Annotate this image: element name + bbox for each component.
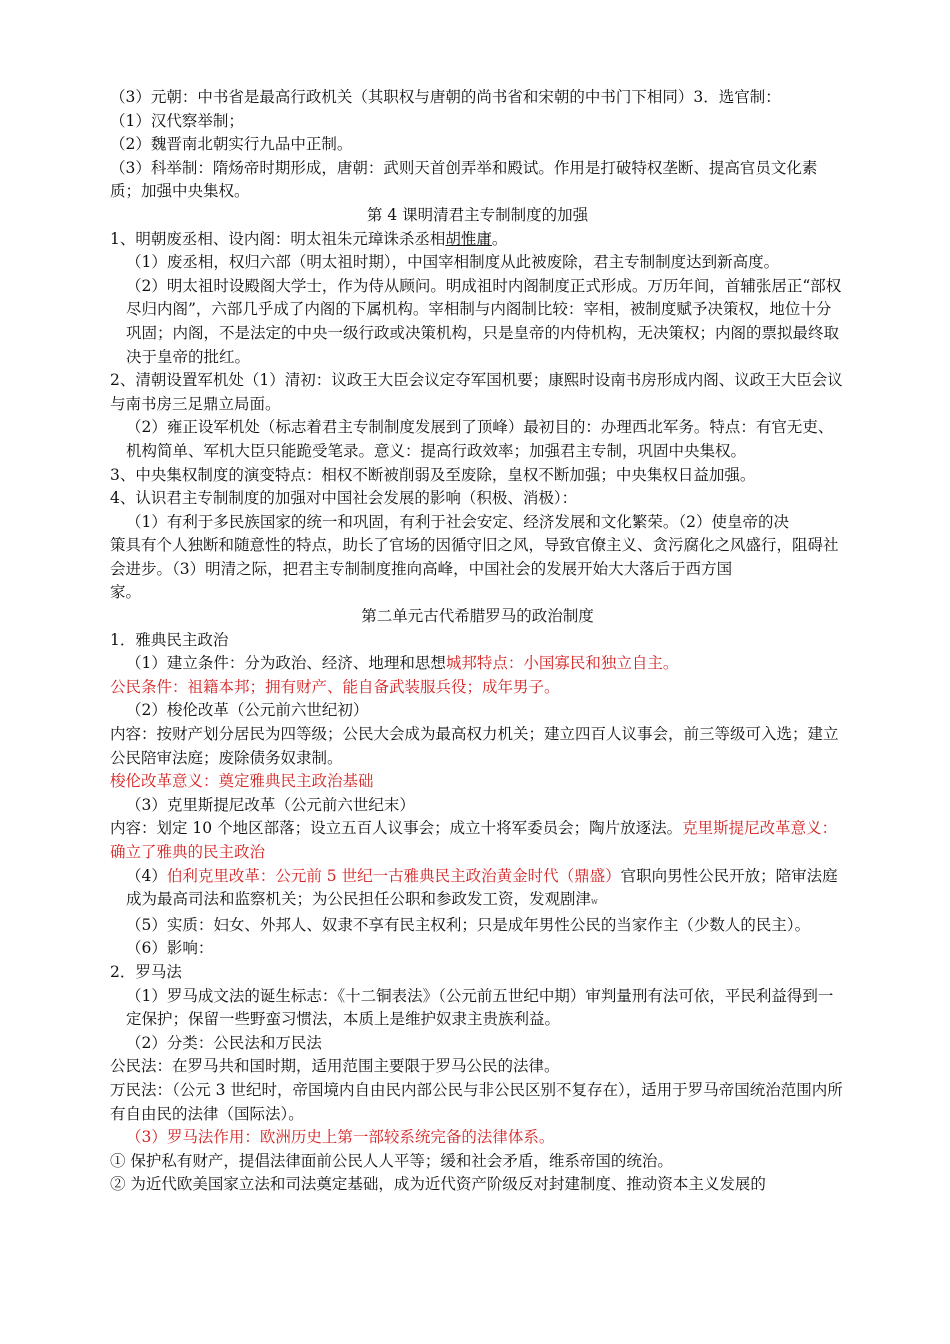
text-line: （6）影响： <box>126 939 214 958</box>
lesson-title: 第 4 课明清君主专制制度的加强 <box>366 205 589 224</box>
highlight-line: 梭伦改革意义：奠定雅典民主政治基础 <box>110 772 374 791</box>
text-line: （2）梭伦改革（公元前六世纪初） <box>126 701 369 720</box>
unit-title: 第二单元古代希腊罗马的政治制度 <box>361 607 594 626</box>
text-line: （5）实质：妇女、外邦人、奴隶不享有民主权利；只是成年男性公民的当家作主（少数人的民主）。 <box>126 915 811 934</box>
text-line: 3、中央集权制度的演变特点：相权不断被削弱及至废除，皇权不断加强；中央集权日益加强。 <box>110 465 756 484</box>
document-page <box>110 86 845 1197</box>
highlight-line: 公民条件：祖籍本邦；拥有财产、能自备武装服兵役；成年男子。 <box>110 677 560 696</box>
text-line: （1）罗马成文法的诞生标志：《十二铜表法》（公元前五世纪中期）审判量刑有法可依，平民利益得到一定保护；保留一些野蛮习惯法，本质上是维护奴隶主贵族利益。 <box>126 986 834 1029</box>
text-line: 2、清朝设置军机处（1）清初：议政王大臣会议定夺军国机要；康熙时设南书房形成内阁、议政王大臣会议与南书房三足鼎立局面。 <box>110 371 843 413</box>
highlight-line: （3）罗马法作用：欧洲历史上第一部较系统完备的法律体系。 <box>126 1128 555 1147</box>
text-line: ② 为近代欧美国家立法和司法奠定基础，成为近代资产阶级反对封建制度、推动资本主义发展的 <box>110 1175 766 1194</box>
text-line: （2）魏晋南北朝实行九品中正制。 <box>110 135 353 154</box>
text-line <box>110 652 845 676</box>
text-line: 家。 <box>110 583 142 602</box>
text-line: （1）汉代察举制； <box>110 111 244 130</box>
text-line: （3）科举制：隋炀帝时期形成，唐朝：武则天首创弄举和殿试。作用是打破特权垄断、提高官员文化素质；加强中央集权。 <box>110 158 818 201</box>
text-line <box>110 865 845 914</box>
underlined-name: 胡惟庸 <box>445 229 492 248</box>
text-line <box>110 817 845 864</box>
highlight-text: 伯利克里改革：公元前 5 世纪一古雅典民主政治黄金时代（鼎盛） <box>166 866 621 885</box>
text-line: ① 保护私有财产，提倡法律面前公民人人平等；缓和社会矛盾，维系帝国的统治。 <box>110 1151 673 1170</box>
text-line: （3）克里斯提尼改革（公元前六世纪末） <box>126 795 415 814</box>
text-line: 公民法：在罗马共和国时期，适用范围主要限于罗马公民的法律。 <box>110 1057 560 1076</box>
text-line: 4、认识君主专制制度的加强对中国社会发展的影响（积极、消极）： <box>110 489 578 508</box>
text-line: （1）有利于多民族国家的统一和巩固，有利于社会安定、经济发展和文化繁荣。（2）使皇帝的决 <box>126 512 789 531</box>
section-heading: 2．罗马法 <box>110 962 182 981</box>
watermark-mark: w <box>591 897 598 907</box>
text-span: 。 <box>491 229 508 248</box>
text-line: 内容：按财产划分居民为四等级；公民大会成为最高权力机关；建立四百人议事会，前三等级可入选；建立公民陪审法庭；废除债务奴隶制。 <box>110 725 839 767</box>
text-line <box>110 228 845 252</box>
text-span: 1、明朝废丞相、设内阁：明太祖朱元璋诛杀丞相 <box>110 229 446 248</box>
text-span: （1）建立条件：分为政治、经济、地理和思想 <box>126 654 446 673</box>
text-line: 策具有个人独断和随意性的特点，助长了官场的因循守旧之风，导致官僚主义、贪污腐化之风盛行，阻碍社会进步。（3）明清之际，把君主专制制度推向高峰，中国社会的发展开始大大落后于西方国 <box>110 536 839 578</box>
text-span: （4） <box>126 866 167 885</box>
highlight-text: 克里斯提尼改革意义：确立了雅典的民主政治 <box>110 819 838 861</box>
text-line: （1）废丞相，权归六部（明太祖时期），中国宰相制度从此被废除，君主专制制度达到新高度。 <box>126 253 780 272</box>
text-line: （2）明太祖时设殿阁大学士，作为侍从顾问。明成祖时内阁制度正式形成。万历年间，首辅张居正“部权尽归内阁”，六部几乎成了内阁的下属机构。宰相制与内阁制比较：宰相，被制度赋予决策权，地位十分巩固；内阁，不是法定的中央一级行政或决策机构，只是皇帝的内侍机构，无决策权；内阁的票拟最终取决于皇帝的批红。 <box>126 276 842 366</box>
text-span: 官职向男性公民开放；陪审法庭成为最高司法和监察机关；为公民担任公职和参政发工资，发观剧津 <box>126 866 838 909</box>
text-line: 万民法：（公元 3 世纪时，帝国境内自由民内部公民与非公民区别不复存在），适用于罗马帝国统治范围内所有自由民的法律（国际法）。 <box>110 1080 843 1123</box>
text-line: （2）分类：公民法和万民法 <box>126 1033 322 1052</box>
text-line: （2）雍正设军机处（标志着君主专制制度发展到了顶峰）最初目的：办理西北军务。特点：有官无吏、机构简单、军机大臣只能跪受笔录。意义：提高行政效率；加强君主专制，巩固中央集权。 <box>126 418 834 460</box>
text-span: 内容：划定 10 个地区部落；设立五百人议事会；成立十将军委员会；陶片放逐法。 <box>110 819 683 838</box>
section-heading: 1．雅典民主政治 <box>110 630 229 649</box>
highlight-text: 城邦特点：小国寡民和独立自主。 <box>445 654 679 673</box>
text-line: （3）元朝：中书省是最高行政机关（其职权与唐朝的尚书省和宋朝的中书门下相同）3．选官制： <box>110 88 781 106</box>
